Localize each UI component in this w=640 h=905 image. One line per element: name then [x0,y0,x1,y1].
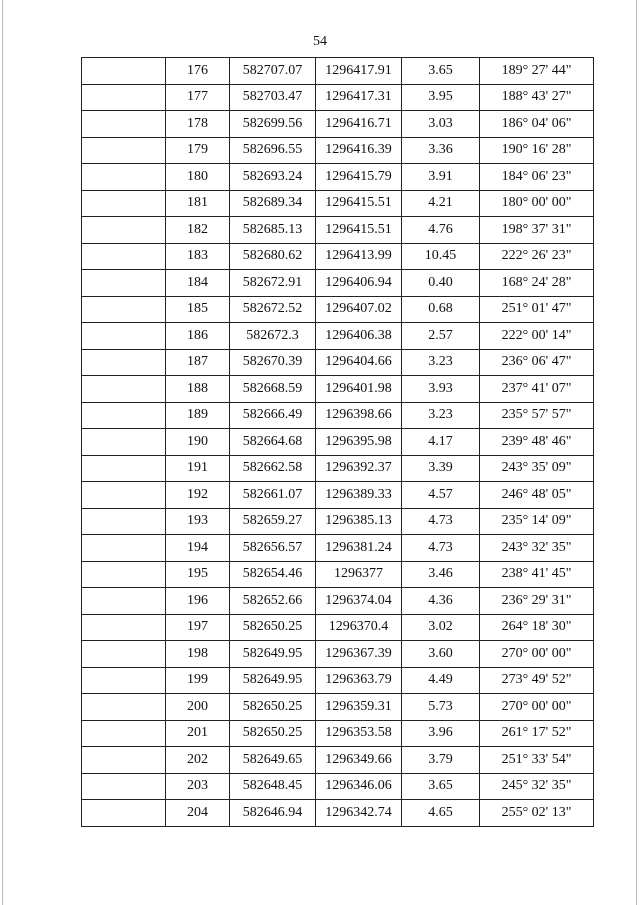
point-number-cell: 190 [166,429,230,456]
segment-length-cell: 3.39 [402,455,480,482]
blank-cell [82,667,166,694]
direction-angle-cell: 235° 57' 57" [480,402,594,429]
table-row [82,84,594,111]
blank-cell [82,773,166,800]
direction-angle-cell: 168° 24' 28" [480,270,594,297]
page-number: 54 [313,34,327,49]
segment-length-cell: 0.68 [402,296,480,323]
direction-angle-cell: 251° 33' 54" [480,747,594,774]
x-coordinate-cell: 582649.95 [230,667,316,694]
segment-length-cell: 3.02 [402,614,480,641]
direction-angle-cell: 186° 04' 06" [480,111,594,138]
x-coordinate-cell: 582648.45 [230,773,316,800]
table-row [82,164,594,191]
y-coordinate-cell: 1296415.51 [316,217,402,244]
segment-length-cell: 3.79 [402,747,480,774]
point-number-cell: 192 [166,482,230,509]
x-coordinate-cell: 582649.65 [230,747,316,774]
direction-angle-cell: 222° 00' 14" [480,323,594,350]
y-coordinate-cell: 1296389.33 [316,482,402,509]
y-coordinate-cell: 1296385.13 [316,508,402,535]
segment-length-cell: 3.95 [402,84,480,111]
segment-length-cell: 5.73 [402,694,480,721]
segment-length-cell: 0.40 [402,270,480,297]
table-row [82,137,594,164]
direction-angle-cell: 243° 32' 35" [480,535,594,562]
table-row [82,535,594,562]
direction-angle-cell: 180° 00' 00" [480,190,594,217]
point-number-cell: 189 [166,402,230,429]
direction-angle-cell: 237° 41' 07" [480,376,594,403]
x-coordinate-cell: 582654.46 [230,561,316,588]
x-coordinate-cell: 582703.47 [230,84,316,111]
x-coordinate-cell: 582685.13 [230,217,316,244]
point-number-cell: 180 [166,164,230,191]
table-row [82,58,594,85]
y-coordinate-cell: 1296415.79 [316,164,402,191]
y-coordinate-cell: 1296359.31 [316,694,402,721]
point-number-cell: 185 [166,296,230,323]
table-row [82,508,594,535]
point-number-cell: 178 [166,111,230,138]
x-coordinate-cell: 582649.95 [230,641,316,668]
table-row [82,800,594,827]
segment-length-cell: 4.65 [402,800,480,827]
y-coordinate-cell: 1296363.79 [316,667,402,694]
y-coordinate-cell: 1296370.4 [316,614,402,641]
table-row [82,323,594,350]
direction-angle-cell: 222° 26' 23" [480,243,594,270]
table-row [82,376,594,403]
direction-angle-cell: 251° 01' 47" [480,296,594,323]
direction-angle-cell: 270° 00' 00" [480,641,594,668]
segment-length-cell: 3.96 [402,720,480,747]
blank-cell [82,376,166,403]
point-number-cell: 176 [166,58,230,85]
segment-length-cell: 3.46 [402,561,480,588]
coordinates-table-body [82,58,594,827]
table-row [82,296,594,323]
y-coordinate-cell: 1296401.98 [316,376,402,403]
blank-cell [82,429,166,456]
x-coordinate-cell: 582680.62 [230,243,316,270]
segment-length-cell: 3.60 [402,641,480,668]
blank-cell [82,296,166,323]
table-row [82,667,594,694]
segment-length-cell: 3.65 [402,773,480,800]
direction-angle-cell: 188° 43' 27" [480,84,594,111]
direction-angle-cell: 236° 06' 47" [480,349,594,376]
x-coordinate-cell: 582664.68 [230,429,316,456]
point-number-cell: 201 [166,720,230,747]
x-coordinate-cell: 582656.57 [230,535,316,562]
y-coordinate-cell: 1296353.58 [316,720,402,747]
direction-angle-cell: 184° 06' 23" [480,164,594,191]
direction-angle-cell: 243° 35' 09" [480,455,594,482]
point-number-cell: 200 [166,694,230,721]
y-coordinate-cell: 1296398.66 [316,402,402,429]
direction-angle-cell: 273° 49' 52" [480,667,594,694]
x-coordinate-cell: 582661.07 [230,482,316,509]
point-number-cell: 183 [166,243,230,270]
segment-length-cell: 3.36 [402,137,480,164]
blank-cell [82,455,166,482]
table-row [82,243,594,270]
point-number-cell: 181 [166,190,230,217]
segment-length-cell: 4.21 [402,190,480,217]
x-coordinate-cell: 582672.91 [230,270,316,297]
point-number-cell: 195 [166,561,230,588]
table-row [82,614,594,641]
y-coordinate-cell: 1296416.39 [316,137,402,164]
y-coordinate-cell: 1296377 [316,561,402,588]
segment-length-cell: 4.73 [402,535,480,562]
point-number-cell: 202 [166,747,230,774]
x-coordinate-cell: 582672.3 [230,323,316,350]
direction-angle-cell: 261° 17' 52" [480,720,594,747]
blank-cell [82,270,166,297]
blank-cell [82,111,166,138]
blank-cell [82,482,166,509]
x-coordinate-cell: 582666.49 [230,402,316,429]
table-row [82,694,594,721]
blank-cell [82,137,166,164]
table-row [82,429,594,456]
table-row [82,641,594,668]
blank-cell [82,349,166,376]
x-coordinate-cell: 582650.25 [230,720,316,747]
blank-cell [82,217,166,244]
segment-length-cell: 4.17 [402,429,480,456]
point-number-cell: 193 [166,508,230,535]
direction-angle-cell: 264° 18' 30" [480,614,594,641]
y-coordinate-cell: 1296407.02 [316,296,402,323]
blank-cell [82,588,166,615]
y-coordinate-cell: 1296381.24 [316,535,402,562]
x-coordinate-cell: 582652.66 [230,588,316,615]
direction-angle-cell: 246° 48' 05" [480,482,594,509]
point-number-cell: 191 [166,455,230,482]
segment-length-cell: 4.73 [402,508,480,535]
point-number-cell: 186 [166,323,230,350]
direction-angle-cell: 270° 00' 00" [480,694,594,721]
blank-cell [82,84,166,111]
table-row [82,747,594,774]
table-row [82,561,594,588]
x-coordinate-cell: 582699.56 [230,111,316,138]
point-number-cell: 187 [166,349,230,376]
direction-angle-cell: 238° 41' 45" [480,561,594,588]
point-number-cell: 197 [166,614,230,641]
x-coordinate-cell: 582672.52 [230,296,316,323]
y-coordinate-cell: 1296417.31 [316,84,402,111]
x-coordinate-cell: 582689.34 [230,190,316,217]
y-coordinate-cell: 1296413.99 [316,243,402,270]
y-coordinate-cell: 1296415.51 [316,190,402,217]
table-row [82,482,594,509]
page-edge-right [636,0,637,905]
segment-length-cell: 3.93 [402,376,480,403]
table-row [82,402,594,429]
segment-length-cell: 3.91 [402,164,480,191]
segment-length-cell: 3.23 [402,402,480,429]
segment-length-cell: 3.23 [402,349,480,376]
table-row [82,111,594,138]
direction-angle-cell: 198° 37' 31" [480,217,594,244]
segment-length-cell: 2.57 [402,323,480,350]
segment-length-cell: 3.65 [402,58,480,85]
blank-cell [82,190,166,217]
blank-cell [82,323,166,350]
direction-angle-cell: 239° 48' 46" [480,429,594,456]
segment-length-cell: 4.36 [402,588,480,615]
blank-cell [82,164,166,191]
coordinates-table [81,57,594,827]
table-row [82,720,594,747]
segment-length-cell: 4.76 [402,217,480,244]
blank-cell [82,561,166,588]
blank-cell [82,243,166,270]
point-number-cell: 179 [166,137,230,164]
point-number-cell: 196 [166,588,230,615]
segment-length-cell: 3.03 [402,111,480,138]
x-coordinate-cell: 582668.59 [230,376,316,403]
blank-cell [82,800,166,827]
y-coordinate-cell: 1296406.94 [316,270,402,297]
y-coordinate-cell: 1296416.71 [316,111,402,138]
direction-angle-cell: 235° 14' 09" [480,508,594,535]
direction-angle-cell: 190° 16' 28" [480,137,594,164]
x-coordinate-cell: 582650.25 [230,694,316,721]
y-coordinate-cell: 1296367.39 [316,641,402,668]
point-number-cell: 203 [166,773,230,800]
y-coordinate-cell: 1296342.74 [316,800,402,827]
x-coordinate-cell: 582693.24 [230,164,316,191]
table-row [82,773,594,800]
x-coordinate-cell: 582659.27 [230,508,316,535]
y-coordinate-cell: 1296346.06 [316,773,402,800]
x-coordinate-cell: 582696.55 [230,137,316,164]
blank-cell [82,641,166,668]
blank-cell [82,720,166,747]
blank-cell [82,747,166,774]
page-edge-left [2,0,3,905]
y-coordinate-cell: 1296395.98 [316,429,402,456]
y-coordinate-cell: 1296349.66 [316,747,402,774]
x-coordinate-cell: 582646.94 [230,800,316,827]
point-number-cell: 184 [166,270,230,297]
table-row [82,190,594,217]
point-number-cell: 198 [166,641,230,668]
point-number-cell: 182 [166,217,230,244]
y-coordinate-cell: 1296417.91 [316,58,402,85]
direction-angle-cell: 236° 29' 31" [480,588,594,615]
blank-cell [82,508,166,535]
blank-cell [82,58,166,85]
x-coordinate-cell: 582670.39 [230,349,316,376]
segment-length-cell: 10.45 [402,243,480,270]
direction-angle-cell: 189° 27' 44" [480,58,594,85]
table-row [82,349,594,376]
segment-length-cell: 4.57 [402,482,480,509]
table-row [82,455,594,482]
table-row [82,217,594,244]
blank-cell [82,535,166,562]
y-coordinate-cell: 1296404.66 [316,349,402,376]
x-coordinate-cell: 582650.25 [230,614,316,641]
direction-angle-cell: 255° 02' 13" [480,800,594,827]
point-number-cell: 188 [166,376,230,403]
blank-cell [82,402,166,429]
table-row [82,270,594,297]
y-coordinate-cell: 1296374.04 [316,588,402,615]
point-number-cell: 199 [166,667,230,694]
point-number-cell: 204 [166,800,230,827]
table-row [82,588,594,615]
point-number-cell: 177 [166,84,230,111]
point-number-cell: 194 [166,535,230,562]
blank-cell [82,614,166,641]
segment-length-cell: 4.49 [402,667,480,694]
blank-cell [82,694,166,721]
y-coordinate-cell: 1296406.38 [316,323,402,350]
x-coordinate-cell: 582662.58 [230,455,316,482]
x-coordinate-cell: 582707.07 [230,58,316,85]
y-coordinate-cell: 1296392.37 [316,455,402,482]
direction-angle-cell: 245° 32' 35" [480,773,594,800]
